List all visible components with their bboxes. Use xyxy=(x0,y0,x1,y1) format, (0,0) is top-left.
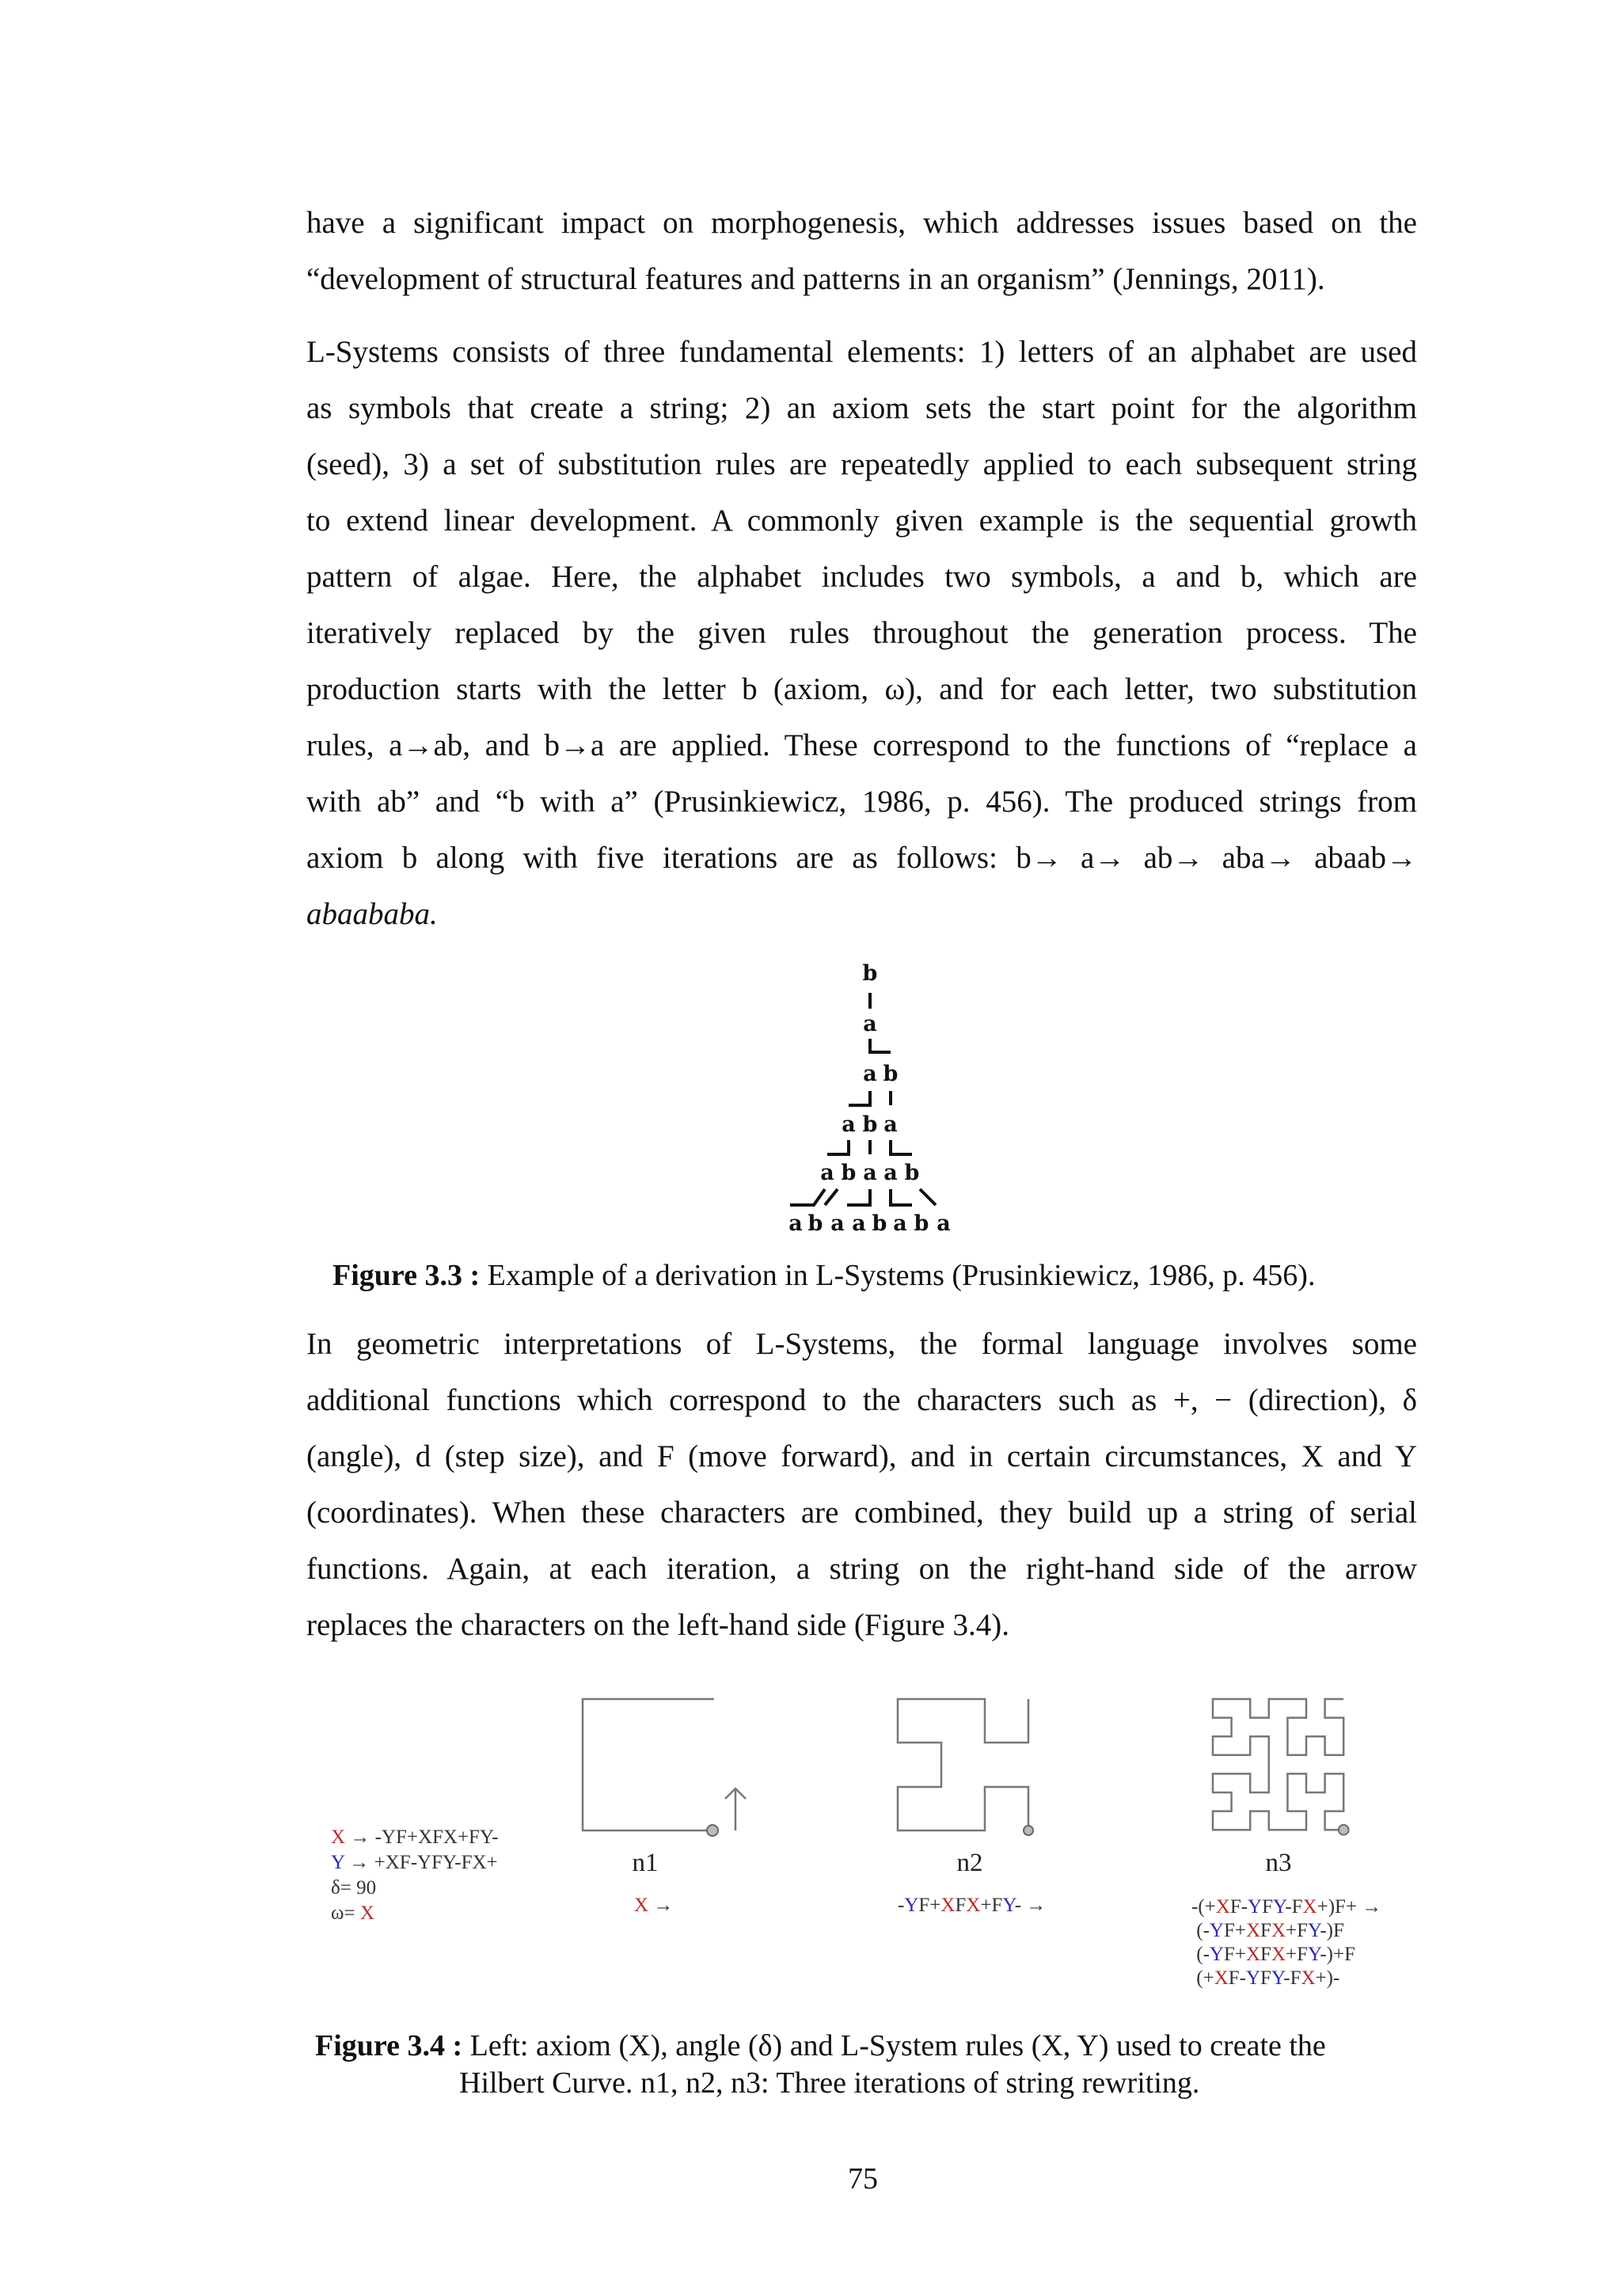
paragraph-line: have a significant impact on morphogenesis, which addresses issues based on the xyxy=(306,206,1417,240)
tree-node: b xyxy=(904,1161,920,1185)
iteration-label-n1: n1 xyxy=(632,1849,659,1877)
paragraph-line: production starts with the letter b (axiom, ω), and for each letter, two substitution xyxy=(306,672,1417,706)
paragraph-line: pattern of algae. Here, the alphabet includes two symbols, a and b, which are xyxy=(306,560,1417,594)
tree-node: b xyxy=(872,1211,887,1236)
tree-node: a xyxy=(788,1211,803,1236)
paragraph-line: (angle), d (step size), and F (move forward), and in certain circumstances, X and Y xyxy=(306,1439,1417,1473)
tree-node: a xyxy=(883,1161,898,1185)
rule-axiom: ω= X xyxy=(331,1903,374,1924)
tree-node: b xyxy=(914,1211,929,1236)
figure-3-4-caption-line2: Hilbert Curve. n1, n2, n3: Three iterations of string rewriting. xyxy=(459,2066,1200,2100)
tree-node: a xyxy=(852,1211,866,1236)
iteration-label-n3: n3 xyxy=(1265,1849,1292,1877)
paragraph-line: (seed), 3) a set of substitution rules are repeatedly applied to each subsequent string xyxy=(306,447,1417,481)
tree-node: b xyxy=(841,1161,857,1185)
tree-node: b xyxy=(883,1062,899,1086)
figure-3-4-caption-line1 xyxy=(315,2028,1326,2064)
curve-n3 xyxy=(1213,1699,1349,1835)
paragraph-line: L-Systems consists of three fundamental elements: 1) letters of an alphabet are used xyxy=(306,335,1417,369)
paragraph-line: replaces the characters on the left-hand side (Figure 3.4). xyxy=(306,1608,1009,1642)
rule-angle: δ= 90 xyxy=(331,1877,377,1899)
tree-node: a xyxy=(937,1211,951,1236)
tree-node: a xyxy=(820,1161,834,1185)
rule-x: X → -YF+XFX+FY- xyxy=(331,1827,499,1848)
caption-label: Figure 3.3 : xyxy=(332,1259,481,1292)
curve-n1 xyxy=(583,1699,746,1836)
caption-text: Left: axiom (X), angle (δ) and L-System rules (X, Y) used to create the xyxy=(462,2029,1326,2062)
paragraph-line: as symbols that create a string; 2) an axiom sets the start point for the algorithm xyxy=(306,391,1417,425)
paragraph-line: axiom b along with five iterations are as follows: b→ a→ ab→ aba→ abaab→ xyxy=(306,841,1417,875)
curve-n2 xyxy=(898,1699,1033,1835)
iteration-label-n2: n2 xyxy=(956,1849,983,1877)
tree-node: a xyxy=(863,1012,877,1036)
tree-node: b xyxy=(862,961,878,986)
paragraph-line: “development of structural features and patterns in an organism” (Jennings, 2011). xyxy=(306,262,1325,296)
paragraph-line: In geometric interpretations of L-Systems, the formal language involves some xyxy=(306,1327,1417,1361)
paragraph-line: to extend linear development. A commonly given example is the sequential growth xyxy=(306,504,1417,538)
paragraph-line: functions. Again, at each iteration, a string on the right-hand side of the arrow xyxy=(306,1552,1417,1586)
paragraph-line: with ab” and “b with a” (Prusinkiewicz, 1986, p. 456). The produced strings from xyxy=(306,785,1417,819)
tree-node: a xyxy=(863,1062,877,1086)
paragraph-line: iteratively replaced by the given rules throughout the generation process. The xyxy=(306,616,1417,650)
paragraph-line: abaababa. xyxy=(306,897,438,931)
tree-node: b xyxy=(862,1112,878,1137)
paragraph-line: (coordinates). When these characters are combined, they build up a string of serial xyxy=(306,1496,1417,1530)
caption-text: Example of a derivation in L-Systems (Prusinkiewicz, 1986, p. 456). xyxy=(480,1259,1316,1292)
tree-node: a xyxy=(842,1112,856,1137)
tree-node: a xyxy=(883,1112,898,1137)
iteration-string-n1: X → xyxy=(634,1895,674,1916)
tree-node: a xyxy=(830,1211,845,1236)
paragraph-line: additional functions which correspond to the characters such as +, − (direction), δ xyxy=(306,1383,1417,1417)
paragraph-line: rules, a→ab, and b→a are applied. These correspond to the functions of “replace a xyxy=(306,728,1417,762)
tree-node: a xyxy=(863,1161,877,1185)
caption-label: Figure 3.4 : xyxy=(315,2029,463,2062)
rule-y: Y → +XF-YFY-FX+ xyxy=(331,1852,498,1873)
iteration-string-n3: -(+XF-YFY-FX+)F+ → (-YF+XFX+FY-)F (-YF+XFX+FY-)+F (+XF-YFY-FX+)- xyxy=(1191,1896,1382,1989)
tree-node: a xyxy=(893,1211,907,1236)
tree-node: b xyxy=(807,1211,823,1236)
iteration-string-n2: -YF+XFX+FY- → xyxy=(898,1895,1047,1916)
page-number: 75 xyxy=(848,2162,878,2195)
